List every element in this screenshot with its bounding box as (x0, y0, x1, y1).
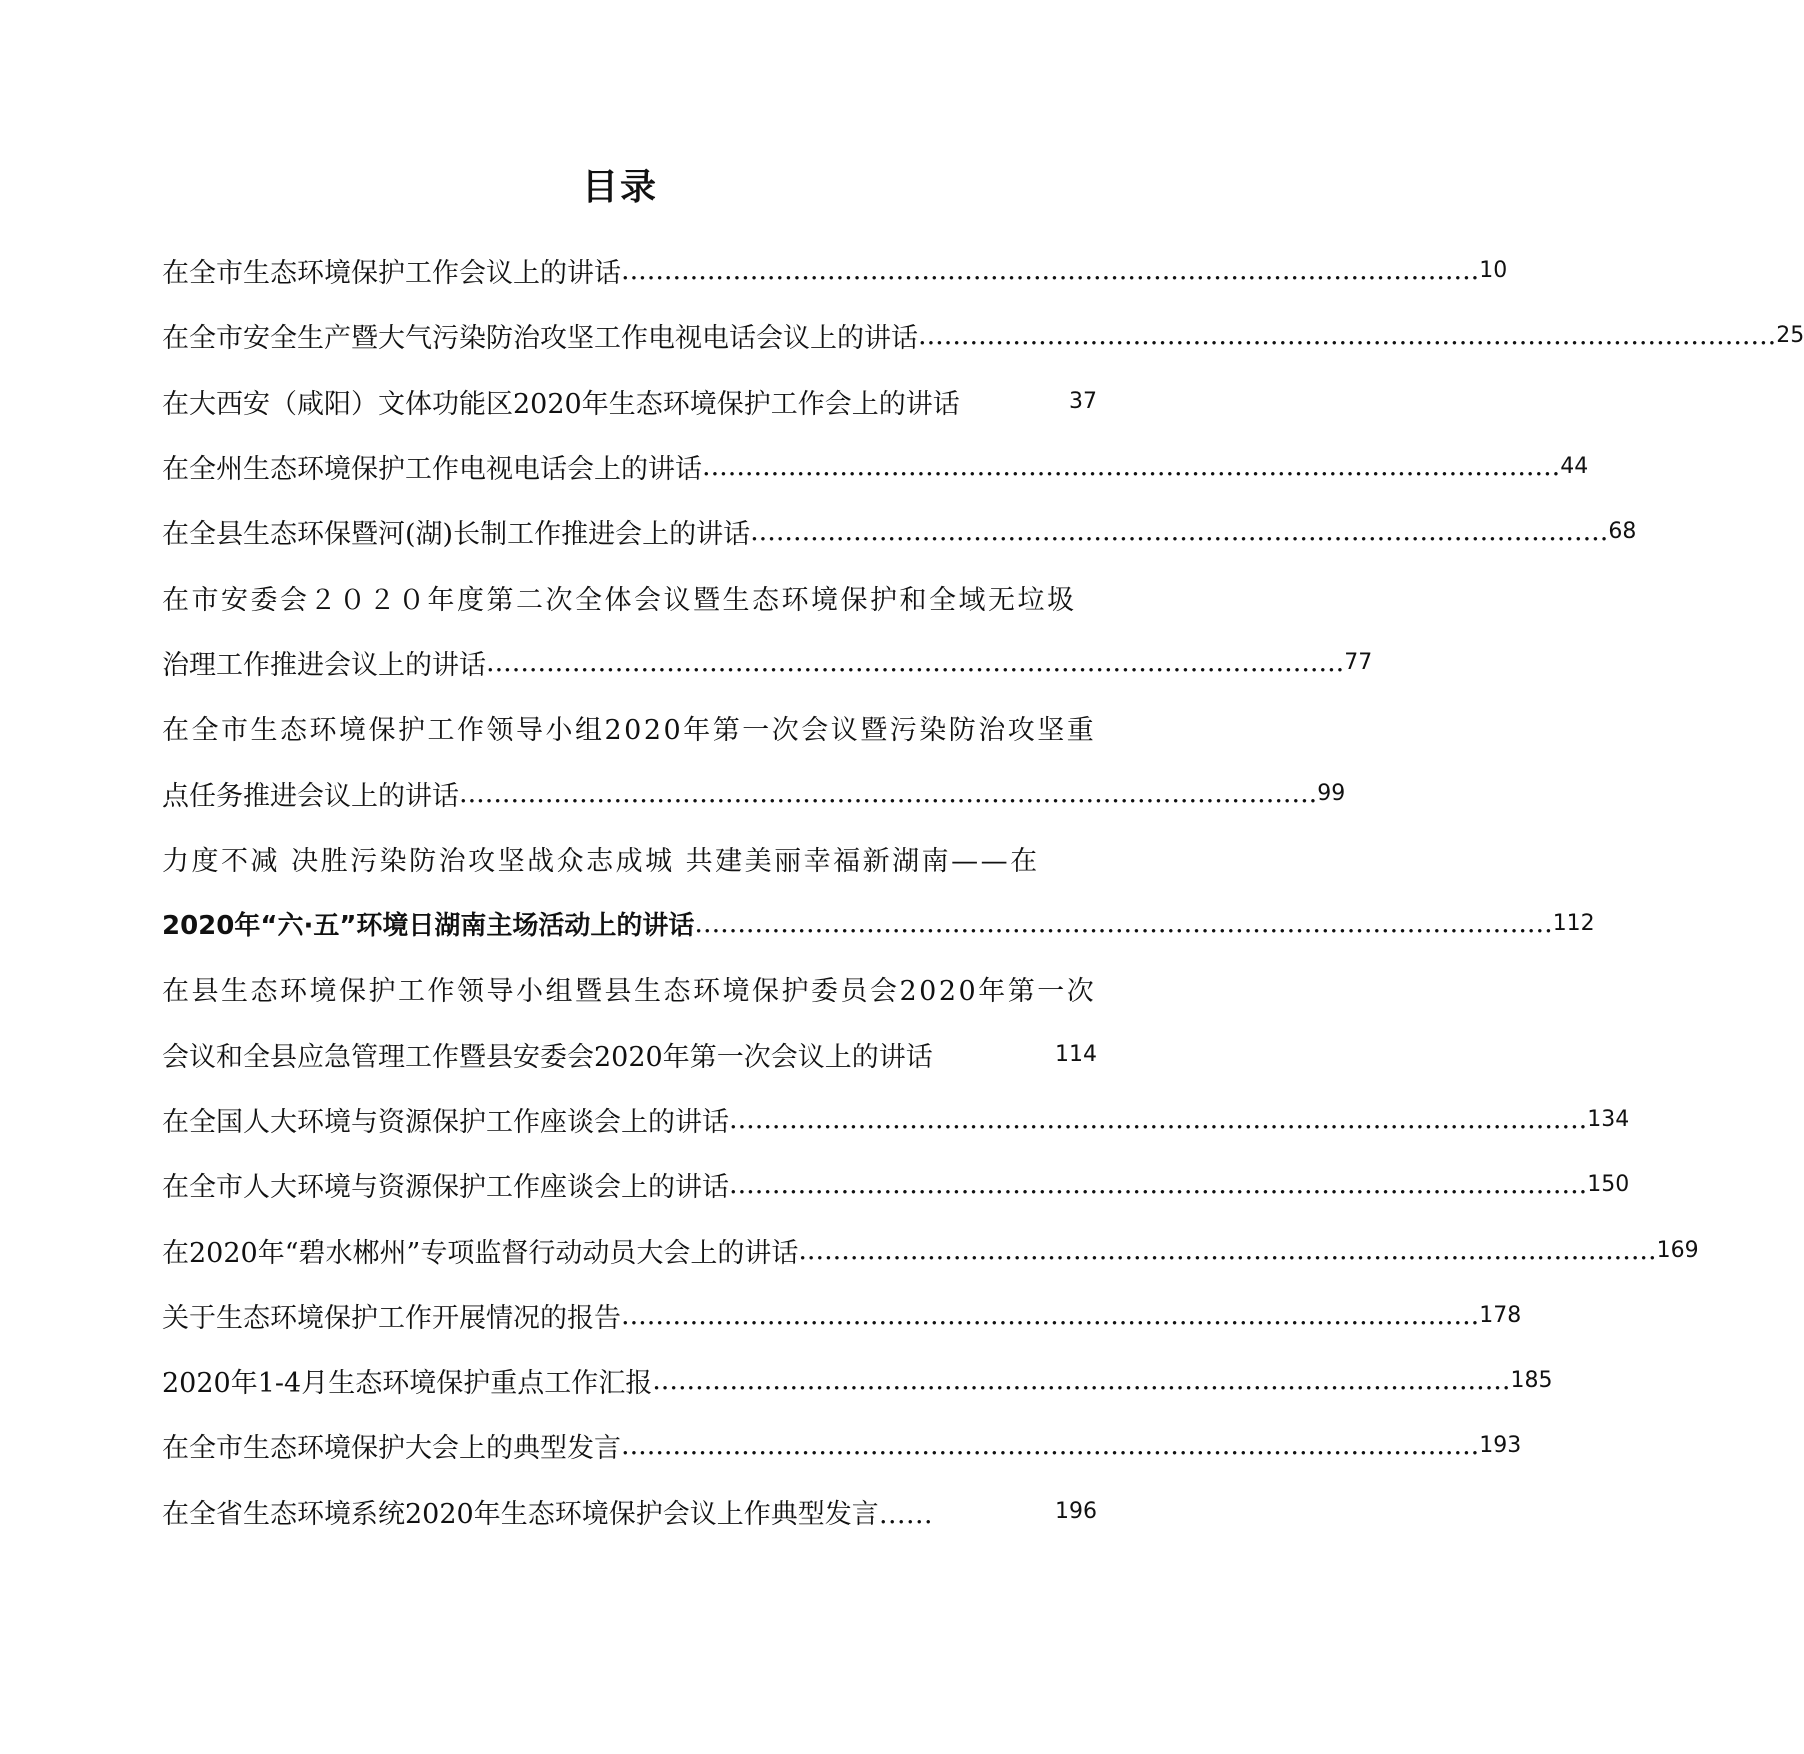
table-of-contents (162, 238, 1804, 1544)
toc-page-number: 178 (1479, 1302, 1522, 1328)
toc-entry-continuation[interactable] (162, 630, 1373, 695)
toc-entry[interactable] (162, 826, 1097, 891)
toc-entry[interactable] (162, 1283, 1522, 1348)
dot-leader: .................................................................................................... (621, 1299, 1480, 1331)
toc-entry-text: 在全市生态环境保护大会上的典型发言 (162, 1433, 621, 1465)
toc-entry[interactable] (162, 238, 1508, 303)
toc-entry[interactable] (162, 1479, 1097, 1544)
toc-entry[interactable] (162, 303, 1804, 368)
toc-page-number: 25 (1776, 323, 1804, 349)
toc-entry[interactable] (162, 1217, 1699, 1282)
toc-page-number: 196 (1055, 1498, 1097, 1524)
toc-entry-text: 在全市安全生产暨大气污染防治攻坚工作电视电话会议上的讲话 (162, 323, 918, 355)
toc-entry[interactable] (162, 369, 1097, 434)
toc-page-number: 44 (1560, 454, 1589, 480)
toc-page-number: 150 (1587, 1172, 1630, 1198)
dot-leader: .................................................................................................... (918, 320, 1777, 352)
toc-entry-text: 在全省生态环境系统2020年生态环境保护会议上作典型发言…… (162, 1498, 933, 1530)
toc-page-number: 185 (1510, 1368, 1553, 1394)
dot-leader: .................................................................................................... (652, 1365, 1511, 1397)
dot-leader: .................................................................................................... (729, 1169, 1588, 1201)
toc-entry[interactable] (162, 1413, 1522, 1478)
toc-page-number: 193 (1479, 1433, 1522, 1459)
toc-entry-text: 在2020年“碧水郴州”专项监督行动动员大会上的讲话 (162, 1237, 799, 1269)
dot-leader: .................................................................................................... (694, 908, 1553, 940)
dot-leader: .................................................................................................... (798, 1234, 1657, 1266)
toc-entry-text: 在全市人大环境与资源保护工作座谈会上的讲话 (162, 1172, 729, 1204)
dot-leader: .................................................................................................... (702, 451, 1561, 483)
toc-entry[interactable] (162, 956, 1097, 1021)
toc-entry-text: 力度不减 决胜污染防治攻坚战众志成城 共建美丽幸福新湖南——在 (162, 845, 1040, 877)
toc-entry[interactable] (162, 499, 1637, 564)
toc-entry-continuation[interactable] (162, 760, 1346, 825)
dot-leader: .................................................................................................... (621, 255, 1480, 287)
toc-entry-text: 2020年“六·五”环境日湖南主场活动上的讲话 (162, 911, 695, 942)
toc-entry-text: 在全市生态环境保护工作领导小组2020年第一次会议暨污染防治攻坚重 (162, 715, 1097, 747)
toc-entry-continuation[interactable] (162, 891, 1595, 956)
toc-title: 目录 (581, 167, 658, 208)
toc-entry-text: 在全国人大环境与资源保护工作座谈会上的讲话 (162, 1107, 729, 1138)
toc-page-number: 134 (1587, 1107, 1630, 1132)
toc-entry-text: 会议和全县应急管理工作暨县安委会2020年第一次会议上的讲话 (162, 1041, 933, 1073)
toc-entry-text: 在市安委会２０２０年度第二次全体会议暨生态环境保护和全域无垃圾 (162, 584, 1077, 616)
dot-leader: .................................................................................................... (459, 777, 1318, 809)
toc-entry-continuation[interactable] (162, 1022, 1097, 1087)
toc-entry-text: 在大西安（咸阳）文体功能区2020年生态环境保护工作会上的讲话 (162, 388, 960, 420)
toc-entry-text: 在全市生态环境保护工作会议上的讲话 (162, 258, 621, 290)
dot-leader: .................................................................................................... (750, 516, 1609, 548)
toc-entry[interactable] (162, 695, 1097, 760)
toc-entry[interactable] (162, 1348, 1553, 1413)
toc-page-number: 169 (1656, 1237, 1699, 1263)
dot-leader: .................................................................................................... (621, 1430, 1480, 1462)
toc-page-number: 114 (1055, 1041, 1097, 1067)
toc-page-number: 68 (1608, 519, 1637, 545)
toc-entry-text: 在县生态环境保护工作领导小组暨县生态环境保护委员会2020年第一次 (162, 976, 1097, 1008)
toc-entry-text: 治理工作推进会议上的讲话 (162, 649, 486, 681)
dot-leader: .................................................................................................... (486, 646, 1345, 678)
toc-page-number: 112 (1552, 911, 1595, 937)
toc-page-number: 10 (1479, 258, 1508, 284)
toc-entry-text: 关于生态环境保护工作开展情况的报告 (162, 1302, 621, 1334)
toc-page-number: 37 (1069, 388, 1097, 414)
dot-leader: .................................................................................................... (729, 1104, 1588, 1135)
toc-entry[interactable] (162, 564, 1097, 629)
toc-entry[interactable] (162, 1152, 1630, 1217)
toc-entry-text: 在全州生态环境保护工作电视电话会上的讲话 (162, 454, 702, 486)
toc-entry-text: 点任务推进会议上的讲话 (162, 780, 459, 812)
toc-page-number: 99 (1317, 780, 1346, 806)
toc-entry[interactable] (162, 434, 1589, 499)
toc-page-number: 77 (1344, 649, 1373, 675)
toc-entry-text: 2020年1-4月生态环境保护重点工作汇报 (162, 1368, 653, 1400)
toc-entry-text: 在全县生态环保暨河(湖)长制工作推进会上的讲话 (162, 519, 751, 551)
toc-entry[interactable] (162, 1087, 1630, 1152)
